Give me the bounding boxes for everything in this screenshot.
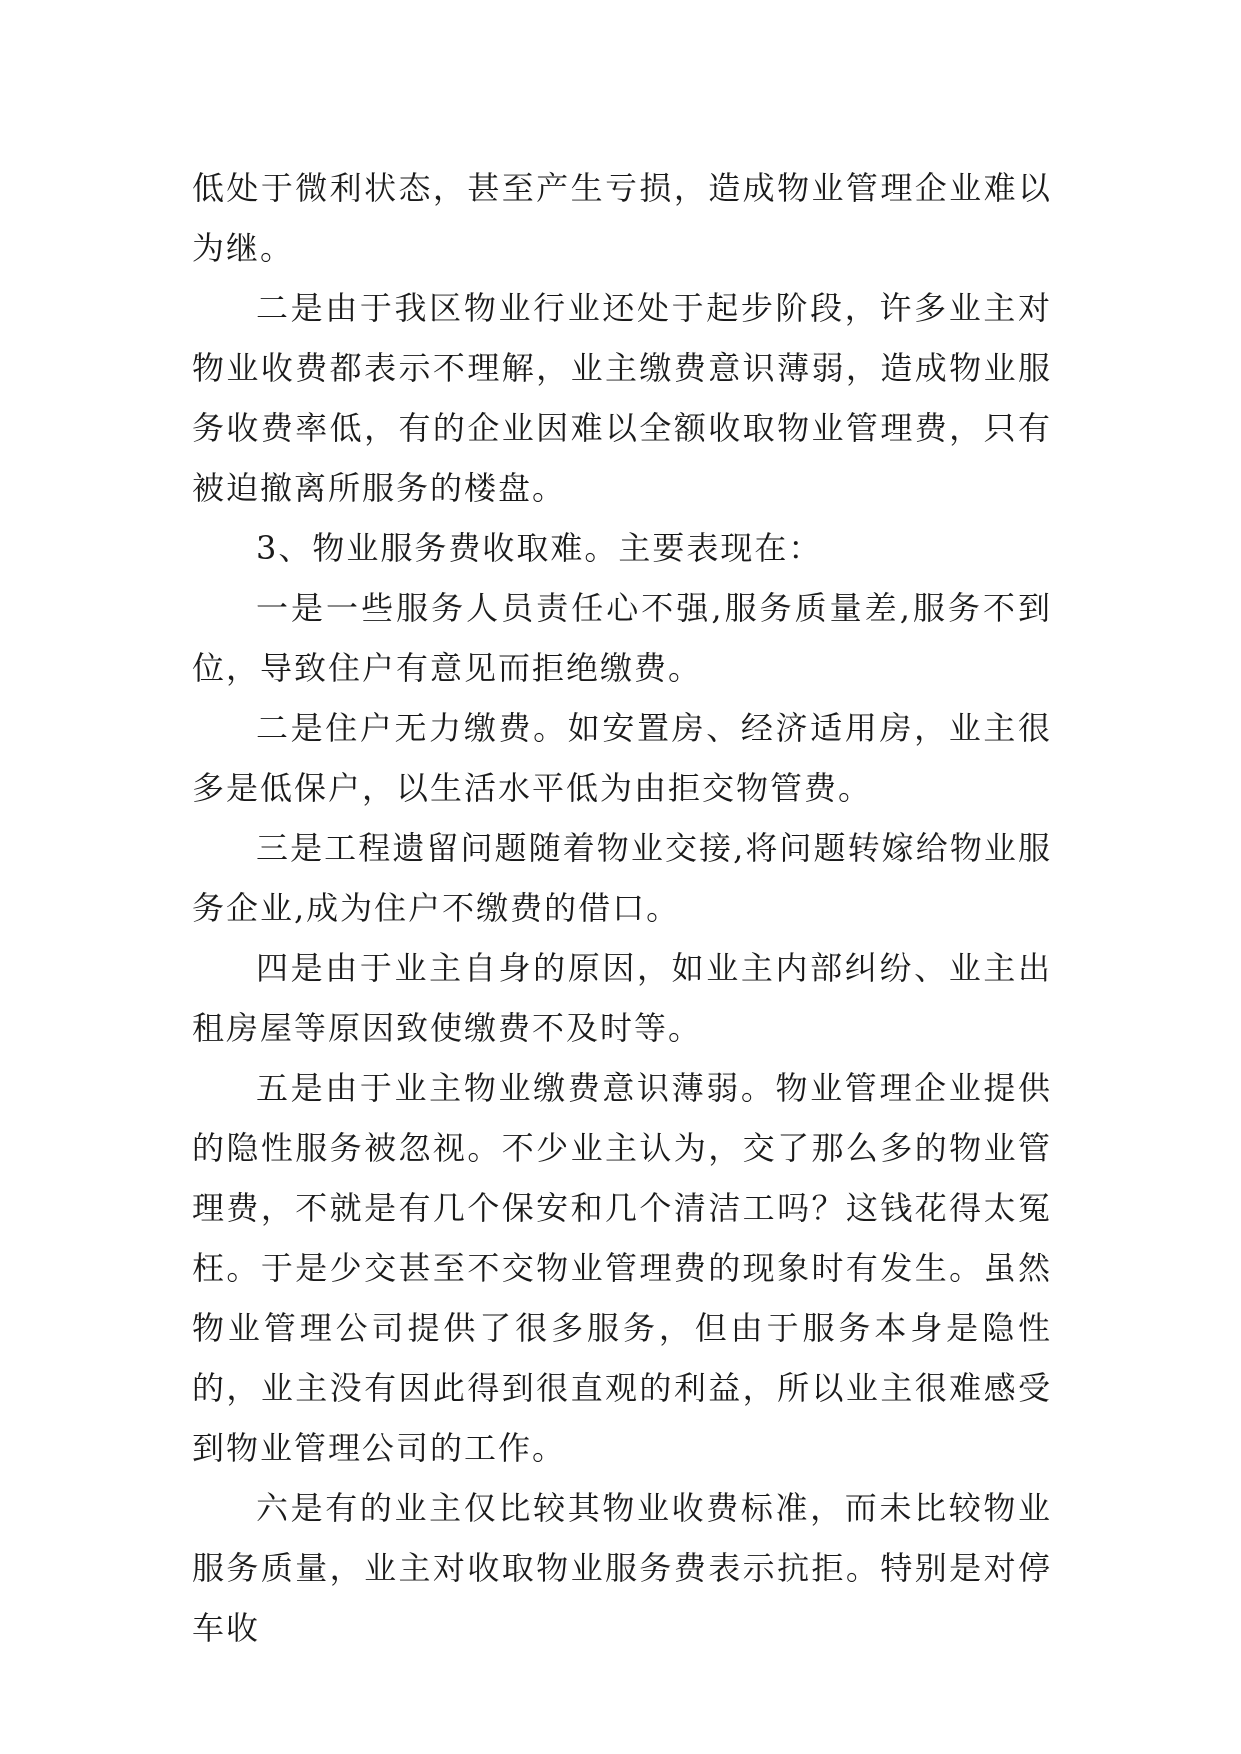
paragraph-8: 五是由于业主物业缴费意识薄弱。物业管理企业提供的隐性服务被忽视。不少业主认为，交了那么多的物业管理费，不就是有几个保安和几个清洁工吗？这钱花得太冤枉。于是少交甚至不交物业管理费的现象时有发生。虽然物业管理公司提供了很多服务，但由于服务本身是隐性的，业主没有因此得到很直观的利益，所以业主很难感受到物业管理公司的工作。: [192, 1069, 1052, 1467]
paragraph-6: 三是工程遗留问题随着物业交接,将问题转嫁给物业服务企业,成为住户不缴费的借口。: [192, 829, 1052, 927]
paragraph-2: 二是由于我区物业行业还处于起步阶段，许多业主对物业收费都表示不理解，业主缴费意识薄弱，造成物业服务收费率低，有的企业因难以全额收取物业管理费，只有被迫撤离所服务的楼盘。: [192, 289, 1052, 507]
paragraph-5: 二是住户无力缴费。如安置房、经济适用房，业主很多是低保户，以生活水平低为由拒交物管费。: [192, 709, 1052, 807]
document-body: [192, 158, 1052, 1658]
paragraph-9: 六是有的业主仅比较其物业收费标准，而未比较物业服务质量，业主对收取物业服务费表示抗拒。特别是对停车收: [192, 1489, 1052, 1647]
paragraph-1: 低处于微利状态，甚至产生亏损，造成物业管理企业难以为继。: [192, 169, 1052, 267]
paragraph-4: 一是一些服务人员责任心不强,服务质量差,服务不到位，导致住户有意见而拒绝缴费。: [192, 589, 1052, 687]
paragraph-7: 四是由于业主自身的原因，如业主内部纠纷、业主出租房屋等原因致使缴费不及时等。: [192, 949, 1052, 1047]
paragraph-3-heading: 3、物业服务费收取难。主要表现在：: [256, 529, 823, 567]
